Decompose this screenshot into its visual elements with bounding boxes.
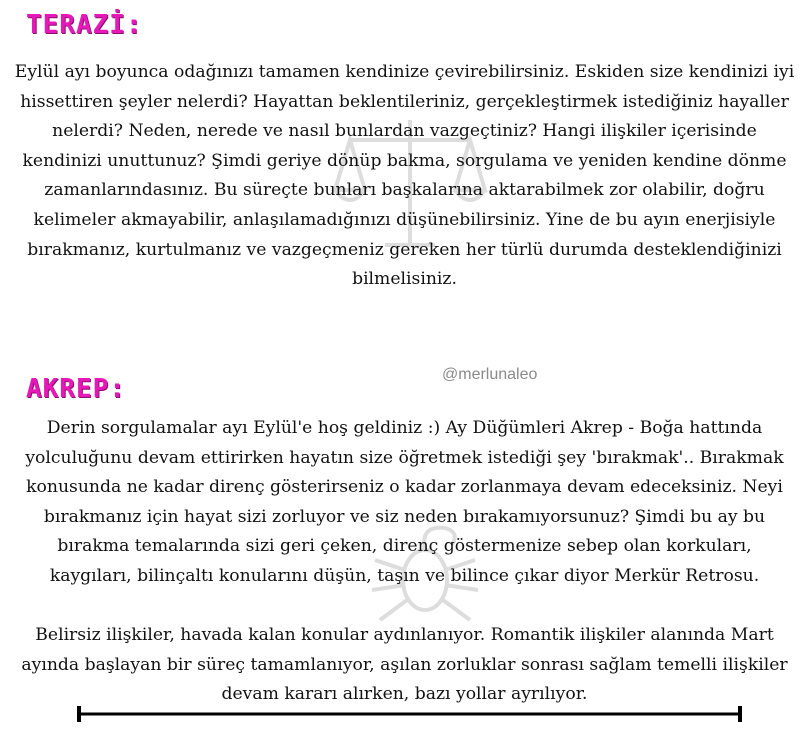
akrep-paragraph-2: Belirsiz ilişkiler, havada kalan konular aydınlanıyor. Romantik ilişkiler alanında Mart ayında başlayan bir süreç tamamlanıyor, aşılan zorluklar sonrası sağlam temelli ilişkiler devam kararı alırken, bazı yollar ayrılıyor. xyxy=(21,625,788,705)
terazi-heading: TERAZİ: xyxy=(26,10,143,40)
akrep-heading: AKREP: xyxy=(26,374,126,404)
akrep-paragraph-1: Derin sorgulamalar ayı Eylül'e hoş geldiniz :) Ay Düğümleri Akrep - Boğa hattında yolculuğunu devam ettirirken hayatın size öğretmek istediği şey 'bırakmak'.. Bırakmak konusunda ne kadar direnç gösterirseniz o kadar zorlanmaya devam edeceksiniz. Neyi bırakmanız için hayat sizi zorluyor ve siz neden bırakamıyorsunuz? Şimdi bu ay bu bırakma temalarında sizi geri çeken, direnç göstermenize sebep olan korkuları, kaygıları, bilinçaltı konularını düşün, taşın ve bilince çıkar diyor Merkür Retrosu. xyxy=(25,418,784,586)
terazi-paragraph: Eylül ayı boyunca odağınızı tamamen kendinize çevirebilirsiniz. Eskiden size kendinizi iyi hissettiren şeyler nelerdi? Hayattan beklentileriniz, gerçekleştirmek istediğiniz hayaller nelerdi? Neden, nerede ve nasıl bunlardan vazgeçtiniz? Hangi ilişkiler içerisinde kendinizi unuttunuz? Şimdi geriye dönüp bakma, sorgulama ve yeniden kendine dönme zamanlarındasınız. Bu süreçte bunları başkalarına aktarabilmek zor olabilir, doğru kelimeler akmayabilir, anlaşılamadığınızı düşünebilirsiniz. Yine de bu ayın enerjisiyle bırakmanız, kurtulmanız ve vazgeçmeniz gereken her türlü durumda desteklendiğinizi bilmelisiniz. xyxy=(14,62,795,290)
author-handle: @merlunaleo xyxy=(442,366,538,383)
bottom-divider xyxy=(77,705,742,723)
